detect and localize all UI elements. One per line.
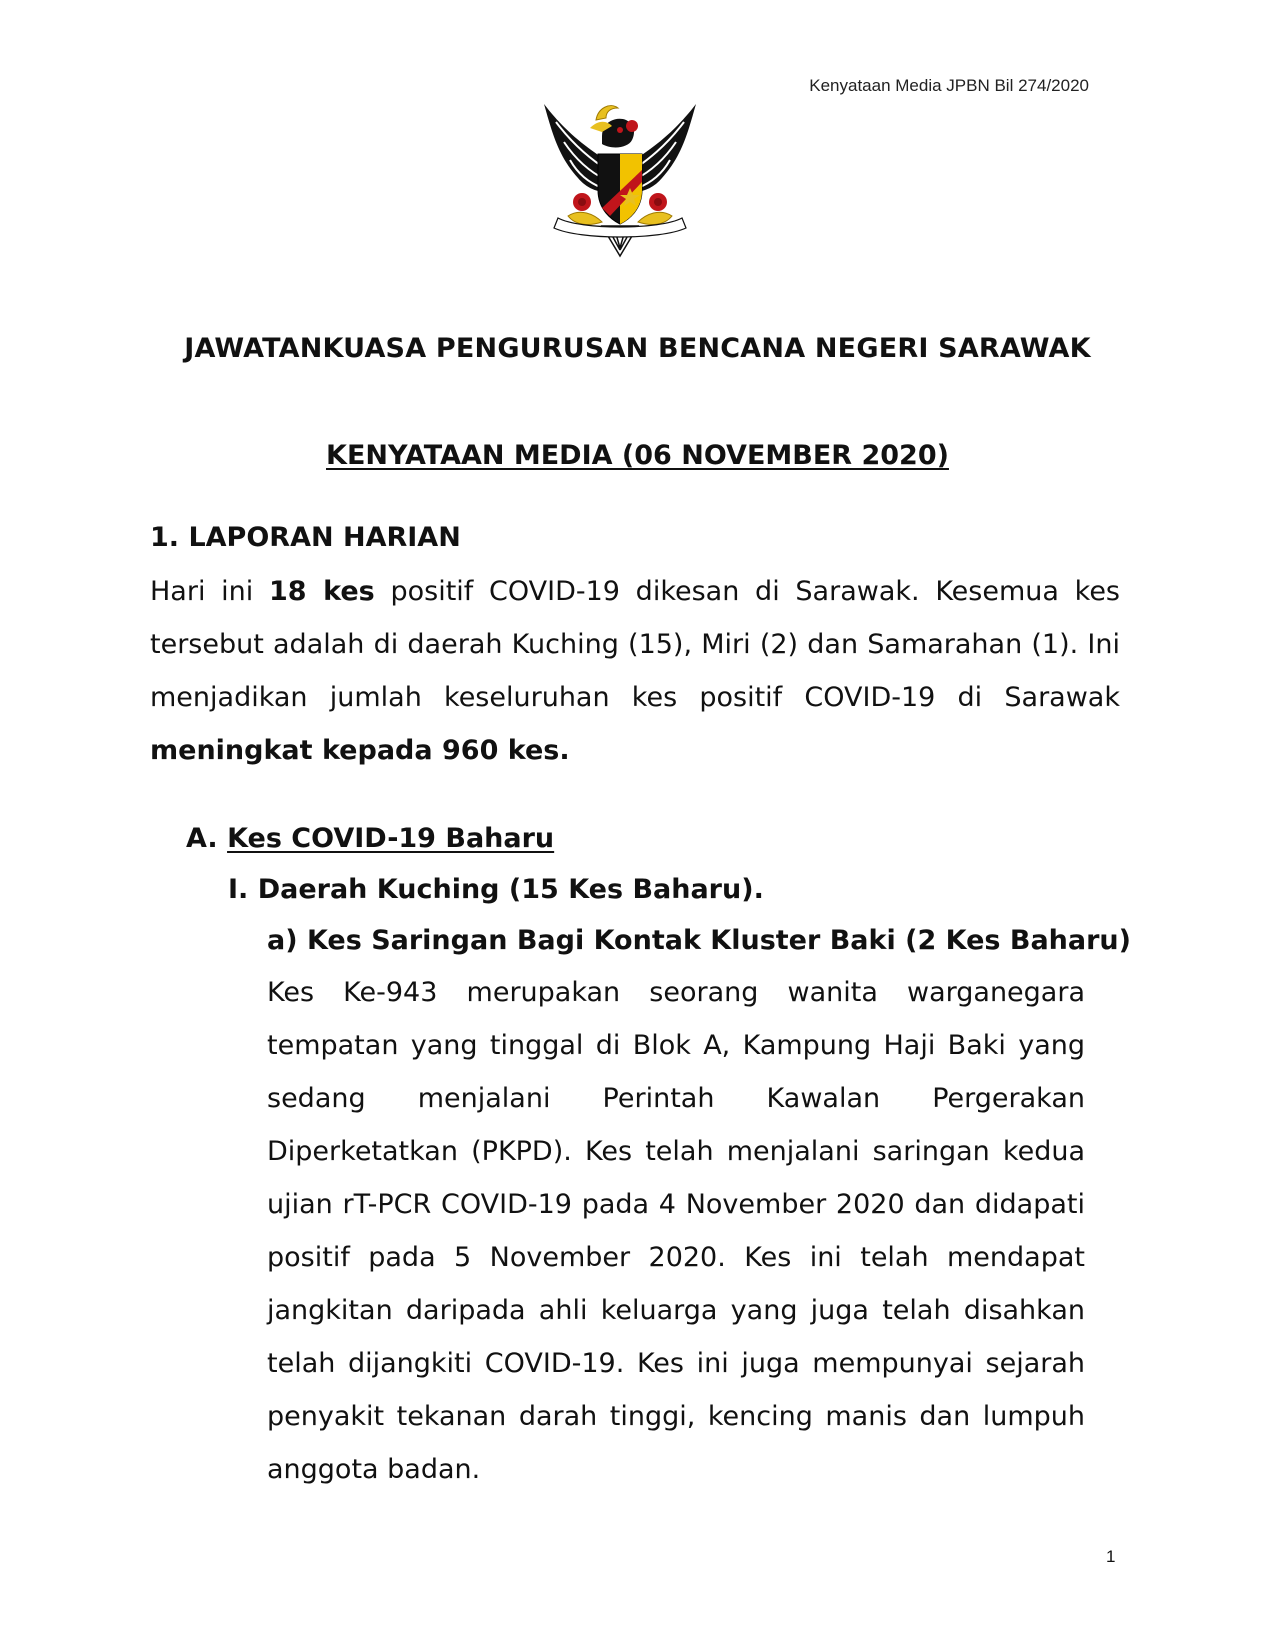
statement-title: KENYATAAN MEDIA (06 NOVEMBER 2020)	[326, 440, 949, 471]
subsection-title: Kes COVID-19 Baharu	[227, 823, 555, 854]
subsection-prefix: A.	[186, 823, 228, 854]
section-heading: 1. LAPORAN HARIAN	[150, 522, 461, 553]
sarawak-coat-of-arms-icon	[540, 98, 700, 268]
daily-report-paragraph	[150, 565, 1120, 777]
text-run: Hari ini	[150, 576, 270, 607]
case-description-paragraph: Kes Ke-943 merupakan seorang wanita warganegara tempatan yang tinggal di Blok A, Kampung Haji Baki yang sedang menjalani Perintah Kawalan Pergerakan Diperketatkan (PKPD). Kes telah menjalani saringan kedua ujian rT-PCR COVID-19 pada 4 November 2020 dan didapati positif pada 5 November 2020. Kes ini telah mendapat jangkitan daripada ahli keluarga yang juga telah disahkan telah dijangkiti COVID-19. Kes ini juga mempunyai sejarah penyakit tekanan darah tinggi, kencing manis dan lumpuh anggota badan.	[267, 977, 1085, 1485]
bold-text-run: 18 kes	[269, 576, 375, 607]
district-heading: I. Daerah Kuching (15 Kes Baharu).	[228, 874, 764, 905]
subsection-heading	[186, 823, 554, 854]
text-run: positif COVID-19 dikesan di Sarawak. Kesemua kes tersebut adalah di daerah Kuching (15), Miri (2) dan Samarahan (1). Ini menjadikan jumlah keseluruhan kes positif COVID-19 di Sarawak	[150, 576, 1120, 713]
page-number: 1	[1106, 1547, 1116, 1566]
document-reference: Kenyataan Media JPBN Bil 274/2020	[809, 76, 1089, 95]
organization-title: JAWATANKUASA PENGURUSAN BENCANA NEGERI SARAWAK	[184, 333, 1091, 364]
bold-text-run: meningkat kepada 960 kes.	[150, 735, 570, 766]
case-group-heading: a) Kes Saringan Bagi Kontak Kluster Baki (2 Kes Baharu)	[267, 925, 1131, 956]
